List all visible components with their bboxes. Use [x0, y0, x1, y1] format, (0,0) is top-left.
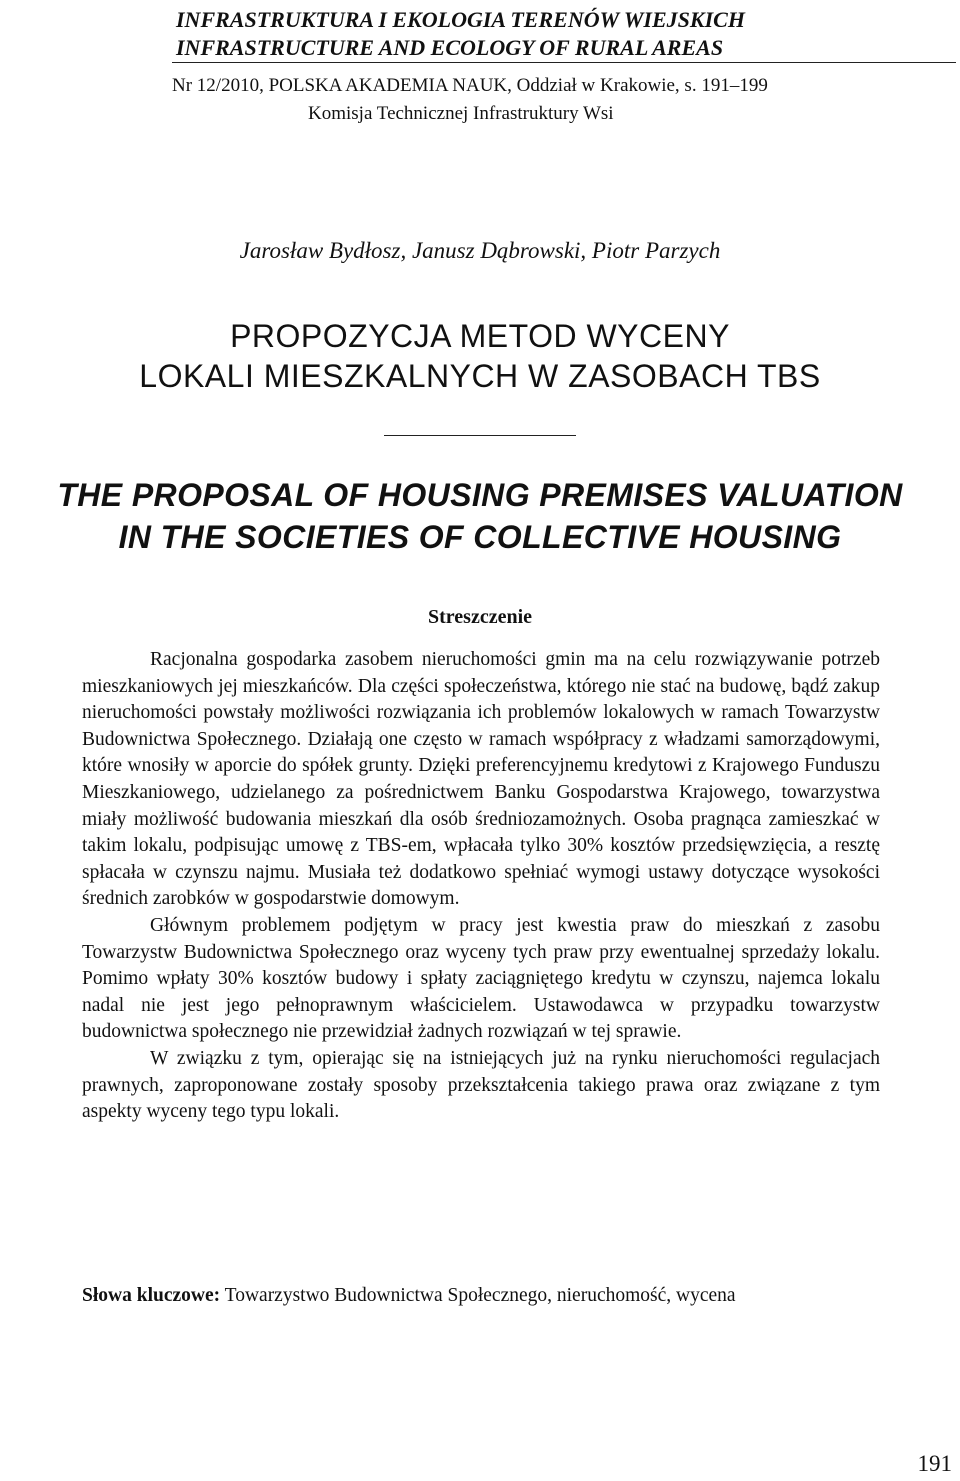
keywords-value: Towarzystwo Budownictwa Społecznego, nieruchomość, wycena [224, 1285, 736, 1306]
abstract-paragraph: W związku z tym, opierając się na istniejących już na rynku nieruchomości regulacjach prawnych, zaproponowane zostały sposoby przekształcenia takiego prawa oraz związane z tym aspekty wyceny tego typu lokali. [82, 1047, 880, 1123]
journal-title-pl: INFRASTRUKTURA I EKOLOGIA TERENÓW WIEJSKICH [176, 7, 745, 32]
keywords-label: Słowa kluczowe: [82, 1285, 221, 1306]
page-number: 191 [917, 1451, 952, 1476]
commission-line: Komisja Technicznej Infrastruktury Wsi [308, 103, 614, 124]
title-english-line-2: IN THE SOCIETIES OF COLLECTIVE HOUSING [118, 519, 842, 555]
issue-line: Nr 12/2010, POLSKA AKADEMIA NAUK, Oddział w Krakowie, s. 191–199 [172, 75, 768, 96]
title-polish [0, 316, 960, 396]
journal-title-en: INFRASTRUCTURE AND ECOLOGY OF RURAL AREAS [176, 35, 724, 60]
header-rule [172, 62, 956, 63]
title-polish-line-1: PROPOZYCJA METOD WYCENY [230, 318, 730, 354]
journal-header [176, 6, 745, 62]
abstract-paragraph: Głównym problemem podjętym w pracy jest kwestia praw do mieszkań z zasobu Towarzystw Budownictwa Społecznego oraz wyceny tych praw przy ewentualnej sprzedaży lokalu. Pomimo wpłaty 30% kosztów budowy i spłaty zaciągniętego kredytu w czynszu, najemca lokalu nadal nie jest jego pełnoprawnym właścicielem. Ustawodawca w przypadku towarzystw budownictwa społecznego nie przewidział żadnych rozwiązań w tej sprawie. [82, 914, 880, 1043]
abstract-heading: Streszczenie [427, 606, 533, 628]
title-polish-line-2: LOKALI MIESZKALNYCH W ZASOBACH TBS [139, 358, 821, 394]
title-divider [384, 435, 576, 436]
abstract-paragraph: Racjonalna gospodarka zasobem nieruchomości gmin ma na celu rozwiązywanie potrzeb mieszkaniowych jej mieszkańców. Dla części społeczeństwa, którego nie stać na budowę, bądź zakup nieruchomości powstały możliwości rozwiązania ich problemów lokalowych w ramach Towarzystw Budownictwa Społecznego. Działają one często w ramach współpracy z władzami samorządowymi, które wnosiły w aporcie do spółek grunty. Dzięki preferencyjnemu kredytowi z Krajowego Funduszu Mieszkaniowego, udzielanego za pośrednictwem Banku Gospodarstwa Krajowego, towarzystwa miały możliwość budowania mieszkań dla osób średniozamożnych. Osoba pragnąca zamieszkać w takim lokalu, podpisując umowę z TBS-em, wpłacała tylko 30% kosztów przedsięwzięcia, a resztę spłacała w czynszu najmu. Musiała też dodatkowo spełniać wymogi ustawy dotyczące wysokości średnich zarobków w gospodarstwie domowym. [82, 649, 880, 910]
authors: Jarosław Bydłosz, Janusz Dąbrowski, Piotr Parzych [239, 238, 721, 263]
issue-info [172, 72, 956, 128]
title-english-line-1: THE PROPOSAL OF HOUSING PREMISES VALUATION [57, 477, 903, 513]
keywords [82, 1282, 902, 1310]
abstract-body [82, 647, 880, 1126]
title-english [0, 474, 960, 558]
